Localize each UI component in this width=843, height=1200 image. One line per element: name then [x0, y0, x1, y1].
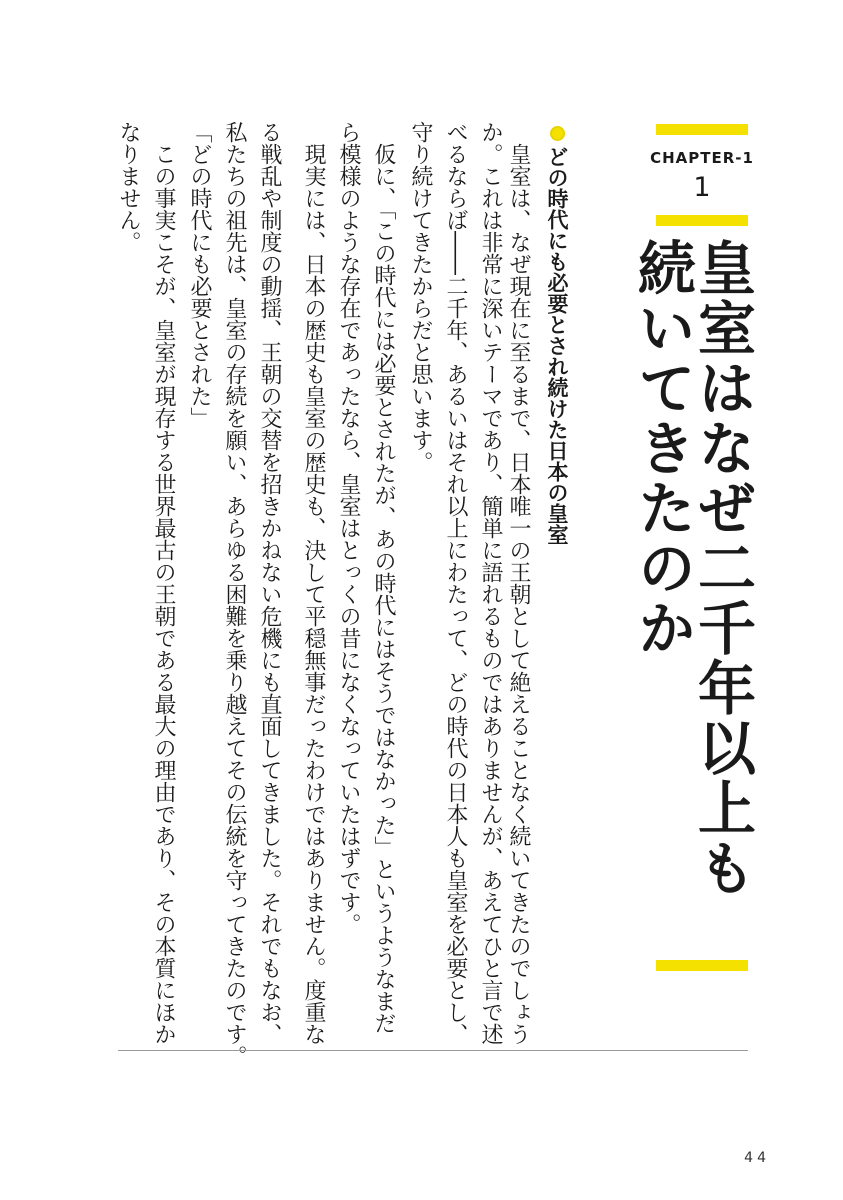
body-column: 「どの時代にも必要とされた」	[187, 121, 212, 429]
body-column: か。これは非常に深いテーマであり、簡単に語れるものではありませんが、あえてひと言で述	[478, 121, 503, 1045]
accent-bar-top	[656, 124, 748, 135]
footer-rule	[118, 1050, 748, 1051]
body-column: この事実こそが、皇室が現存する世界最古の王朝である最大の理由であり、その本質にほか	[151, 143, 176, 1045]
chapter-title-line-2: 続いてきたのか	[628, 238, 696, 658]
accent-bar-bottom	[656, 960, 748, 971]
body-column: 私たちの祖先は、皇室の存続を願い、あらゆる困難を乗り越えてその伝統を守ってきたのです。	[222, 121, 247, 1067]
chapter-label: CHAPTER-1	[650, 149, 754, 167]
chapter-title-line-1: 皇室はなぜ二千年以上も	[688, 238, 756, 898]
body-column: べるならば――二千年、あるいはそれ以上にわたって、どの時代の日本人も皇室を必要とし、	[443, 121, 468, 1045]
body-column: 仮に、「この時代には必要とされたが、あの時代にはそうではなかった」というようなまだ	[371, 143, 396, 1034]
body-column: る戦乱や制度の動揺、王朝の交替を招きかねない危機にも直面してきました。それでもなお、	[257, 121, 282, 1045]
accent-bar-under-number	[656, 215, 748, 226]
body-column: 皇室は、なぜ現在に至るまで、日本唯一の王朝として絶えることなく続いてきたのでしょう	[506, 143, 531, 1045]
section-heading-text: どの時代にも必要とされ続けた日本の皇室	[545, 146, 569, 545]
page-number: 44	[744, 1150, 770, 1166]
body-column: なりません。	[116, 121, 141, 253]
body-column: 守り続けてきたからだと思います。	[408, 121, 433, 473]
body-column: 現実には、日本の歴史も皇室の歴史も、決して平穏無事だったわけではありません。度重な	[301, 143, 326, 1045]
section-heading	[544, 126, 570, 545]
body-column: ら模様のような存在であったなら、皇室はとっくの昔になくなっていたはずです。	[336, 121, 361, 935]
chapter-number: 1	[693, 172, 711, 203]
bullet-dot-icon	[550, 126, 565, 141]
